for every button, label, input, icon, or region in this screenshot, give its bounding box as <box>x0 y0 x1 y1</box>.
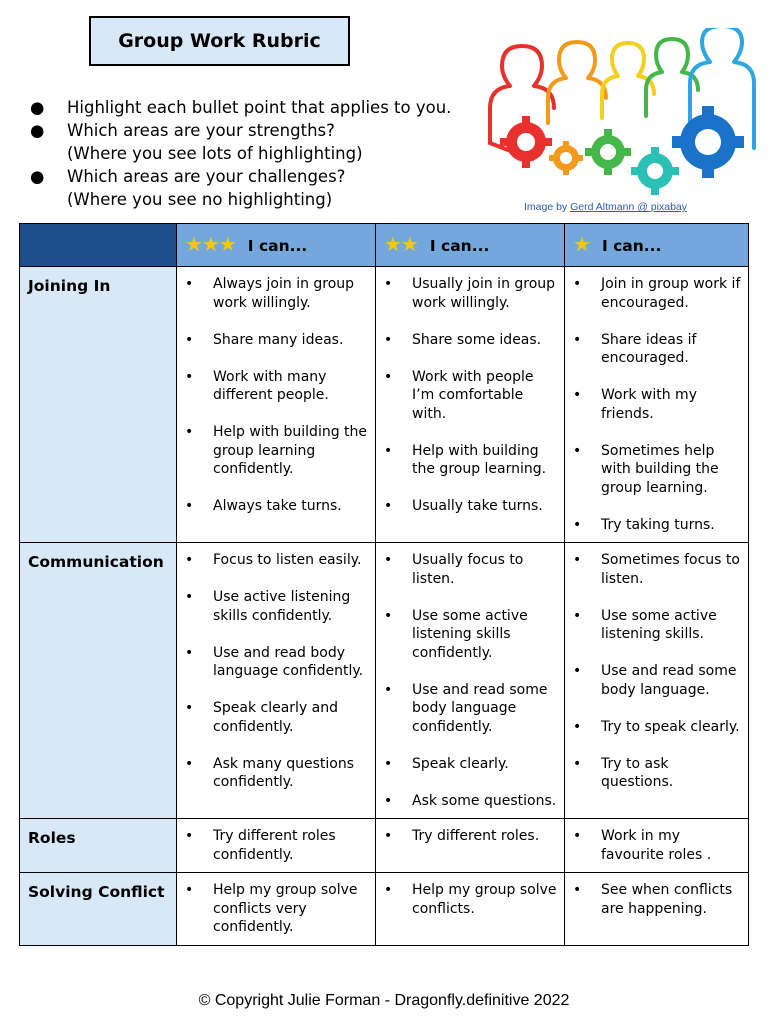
rubric-cell <box>177 543 376 819</box>
criteria-item: • Help with building the group learning confidently. <box>183 423 371 479</box>
rubric-row <box>20 543 749 819</box>
criteria-list <box>571 275 744 534</box>
criteria-item: • Use some active listening skills. <box>571 607 744 644</box>
criteria-item: • Always take turns. <box>183 497 371 516</box>
criteria-item: • Use and read body language confidently. <box>183 644 371 681</box>
criteria-item: • Sometimes focus to listen. <box>571 551 744 588</box>
star-icon: ★ <box>573 231 590 256</box>
rubric-table <box>19 223 749 946</box>
star-icon: ★★ <box>384 231 418 256</box>
image-credit: Image by Gerd Altmann @ pixabay <box>524 201 687 213</box>
criteria-list <box>382 275 560 516</box>
criteria-list <box>183 827 371 864</box>
people-gears-illustration <box>480 28 760 206</box>
image-credit-link[interactable]: Gerd Altmann @ pixabay <box>570 201 687 213</box>
criteria-item: • Usually take turns. <box>382 497 560 516</box>
rubric-cell <box>177 819 376 873</box>
criteria-item: • Sometimes help with building the group learning. <box>571 442 744 498</box>
criteria-item: • Try different roles. <box>382 827 560 846</box>
criteria-list <box>183 551 371 792</box>
criteria-item: • Ask many questions confidently. <box>183 755 371 792</box>
rubric-cell <box>565 267 749 543</box>
rubric-cell <box>376 543 565 819</box>
criteria-item: • Use some active listening skills confidently. <box>382 607 560 663</box>
intro-item: ● Which areas are your challenges? (Where you see no highlighting) <box>30 167 346 209</box>
criteria-item: • Work in my favourite roles . <box>571 827 744 864</box>
criteria-list <box>571 881 744 918</box>
criteria-item: • Work with people I’m comfortable with. <box>382 368 560 424</box>
category-label: Solving Conflict <box>20 873 177 946</box>
criteria-item: • Help my group solve conflicts. <box>382 881 560 918</box>
rubric-body <box>20 267 749 946</box>
criteria-item: • Share ideas if encouraged. <box>571 331 744 368</box>
rubric-row <box>20 873 749 946</box>
criteria-item: • Try different roles confidently. <box>183 827 371 864</box>
criteria-item: • Join in group work if encouraged. <box>571 275 744 312</box>
criteria-list <box>571 827 744 864</box>
criteria-item: • See when conflicts are happening. <box>571 881 744 918</box>
rubric-cell <box>177 267 376 543</box>
criteria-item: • Try taking turns. <box>571 516 744 535</box>
criteria-item: • Work with my friends. <box>571 386 744 423</box>
rubric-cell <box>565 543 749 819</box>
intro-list <box>30 96 500 211</box>
criteria-item: • Work with many different people. <box>183 368 371 405</box>
intro-item: ● Highlight each bullet point that applies to you. <box>30 98 452 117</box>
header-three-stars: ★★★ I can... <box>177 224 376 267</box>
category-label: Roles <box>20 819 177 873</box>
rubric-cell <box>565 873 749 946</box>
criteria-item: • Share some ideas. <box>382 331 560 350</box>
criteria-item: • Focus to listen easily. <box>183 551 371 570</box>
rubric-row <box>20 267 749 543</box>
criteria-list <box>382 551 560 810</box>
criteria-item: • Use and read some body language. <box>571 662 744 699</box>
criteria-item: • Try to speak clearly. <box>571 718 744 737</box>
criteria-list <box>571 551 744 792</box>
criteria-item: • Ask some questions. <box>382 792 560 811</box>
criteria-list <box>183 275 371 516</box>
criteria-list <box>382 827 560 846</box>
category-label: Communication <box>20 543 177 819</box>
header-two-stars: ★★ I can... <box>376 224 565 267</box>
copyright-footer: © Copyright Julie Forman - Dragonfly.definitive 2022 <box>198 992 570 1009</box>
rubric-header-row <box>20 224 749 267</box>
criteria-item: • Use and read some body language confidently. <box>382 681 560 737</box>
rubric-row <box>20 819 749 873</box>
page-title: Group Work Rubric <box>89 16 350 66</box>
rubric-cell <box>177 873 376 946</box>
criteria-list <box>183 881 371 937</box>
rubric-cell <box>565 819 749 873</box>
header-corner <box>20 224 177 267</box>
rubric-cell <box>376 873 565 946</box>
criteria-item: • Share many ideas. <box>183 331 371 350</box>
star-icon: ★★★ <box>185 231 236 256</box>
header-one-star: ★ I can... <box>565 224 749 267</box>
criteria-item: • Speak clearly. <box>382 755 560 774</box>
criteria-item: • Use active listening skills confidently. <box>183 588 371 625</box>
criteria-item: • Help my group solve conflicts very confidently. <box>183 881 371 937</box>
criteria-item: • Speak clearly and confidently. <box>183 699 371 736</box>
intro-item: ● Which areas are your strengths? (Where you see lots of highlighting) <box>30 121 363 163</box>
criteria-item: • Usually focus to listen. <box>382 551 560 588</box>
rubric-cell <box>376 267 565 543</box>
criteria-item: • Always join in group work willingly. <box>183 275 371 312</box>
criteria-item: • Help with building the group learning. <box>382 442 560 479</box>
criteria-item: • Usually join in group work willingly. <box>382 275 560 312</box>
rubric-cell <box>376 819 565 873</box>
criteria-item: • Try to ask questions. <box>571 755 744 792</box>
category-label: Joining In <box>20 267 177 543</box>
criteria-list <box>382 881 560 918</box>
